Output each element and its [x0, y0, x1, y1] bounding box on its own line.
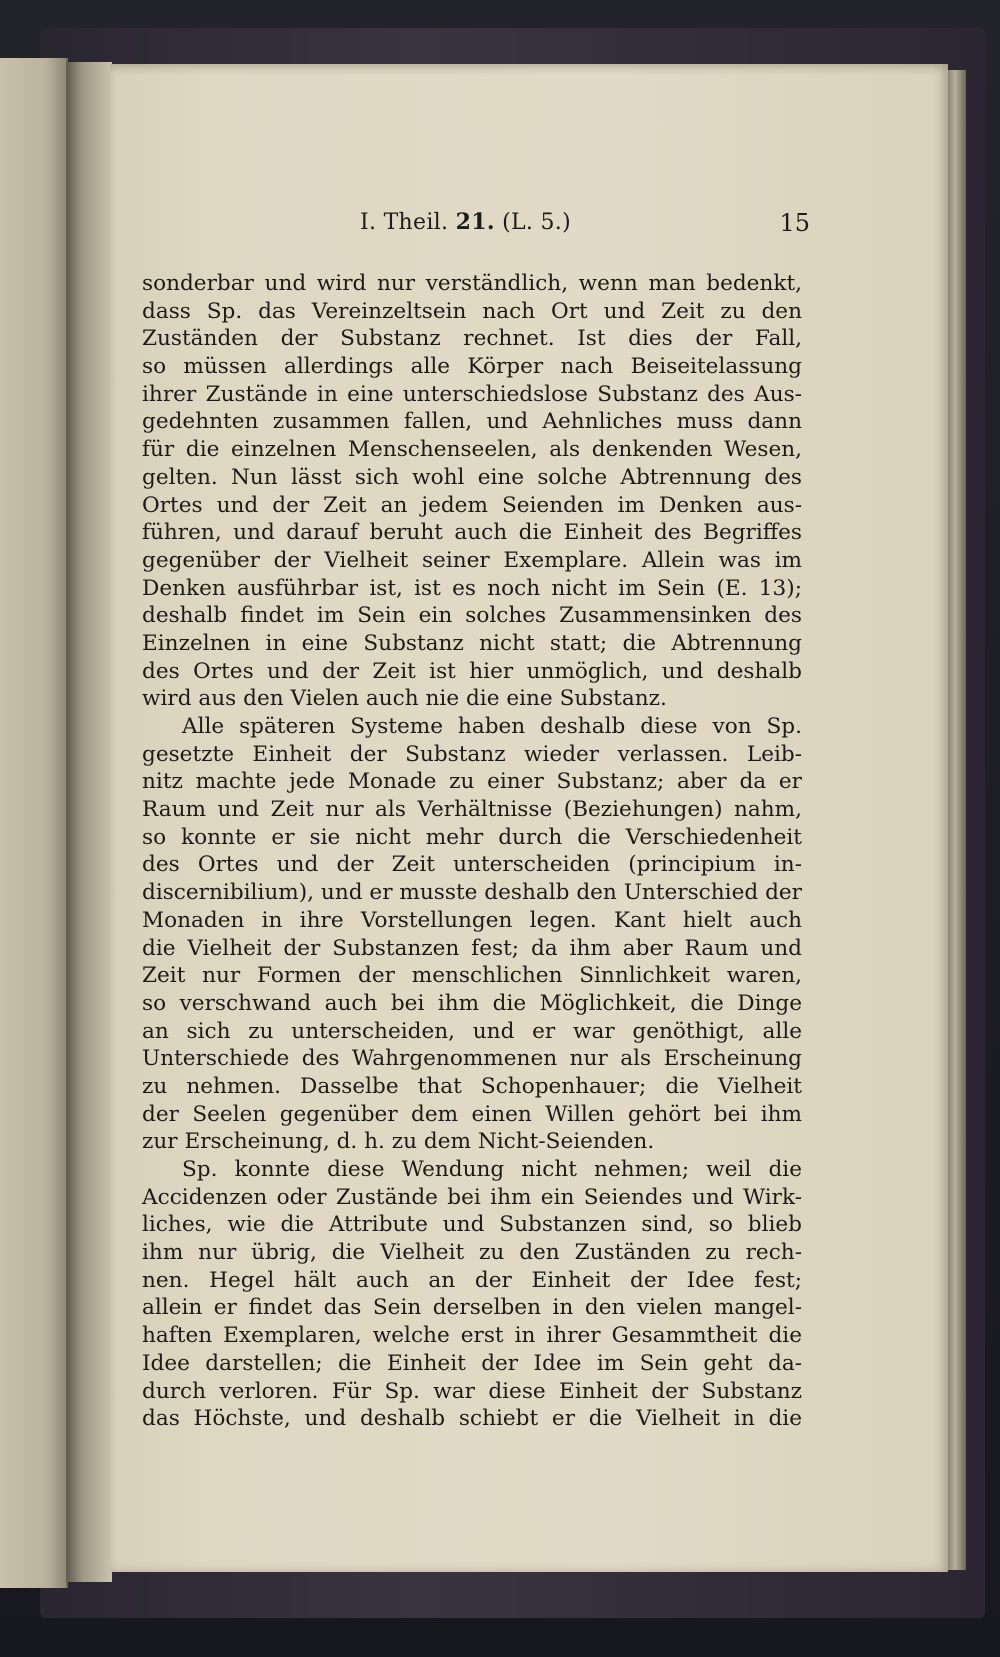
text-line: Zeit nur Formen der menschlichen Sinnlichkeit waren,	[142, 963, 802, 989]
text-line: Alle späteren Systeme haben deshalb diese von Sp.	[182, 714, 802, 739]
text-line: gegenüber der Vielheit seiner Exemplare. Allein was im	[142, 547, 802, 573]
page-number: 15	[779, 209, 810, 237]
text-line: gelten. Nun lässt sich wohl eine solche Abtrennung des	[142, 464, 802, 490]
text-line: gesetzte Einheit der Substanz wieder verlassen. Leib-	[142, 741, 802, 767]
text-line: das Höchste, und deshalb schiebt er die Vielheit in die	[142, 1406, 802, 1432]
page-header	[140, 209, 810, 249]
left-page-edge	[0, 58, 68, 1588]
text-line: discernibilium), und er musste deshalb den Unterschied der	[142, 880, 802, 906]
text-line: Sp. konnte diese Wendung nicht nehmen; weil die	[182, 1157, 802, 1182]
text-line: an sich zu unterscheiden, und er war genöthigt, alle	[142, 1018, 802, 1044]
text-line: allein er findet das Sein derselben in den vielen mangel-	[142, 1295, 802, 1321]
text-line: Accidenzen oder Zustände bei ihm ein Seiendes und Wirk-	[142, 1184, 802, 1210]
text-line: die Vielheit der Substanzen fest; da ihm aber Raum und	[142, 935, 802, 961]
text-line: dass Sp. das Vereinzeltsein nach Ort und Zeit zu den	[142, 298, 802, 324]
text-line: so müssen allerdings alle Körper nach Beiseitelassung	[142, 354, 802, 380]
text-line: durch verloren. Für Sp. war diese Einheit der Substanz	[142, 1378, 802, 1404]
running-head-section-number: 21.	[455, 209, 495, 235]
text-line: Ortes und der Zeit an jedem Seienden im Denken aus-	[142, 492, 802, 518]
text-line: ihrer Zustände in eine unterschiedslose Substanz des Aus-	[142, 381, 802, 407]
text-line: so konnte er sie nicht mehr durch die Verschiedenheit	[142, 824, 802, 850]
body-text	[142, 270, 802, 1433]
running-head	[360, 209, 571, 235]
text-line: so verschwand auch bei ihm die Möglichkeit, die Dinge	[142, 990, 802, 1016]
book-gutter	[66, 62, 112, 1582]
text-line: nitz machte jede Monade zu einer Substanz; aber da er	[142, 769, 802, 795]
text-line: haften Exemplaren, welche erst in ihrer Gesammtheit die	[142, 1323, 802, 1349]
text-line: Einzelnen in eine Substanz nicht statt; die Abtrennung	[142, 630, 802, 656]
text-line: der Seelen gegenüber dem einen Willen gehört bei ihm	[142, 1101, 802, 1127]
text-line: wird aus den Vielen auch nie die eine Substanz.	[142, 686, 667, 712]
text-line: Raum und Zeit nur als Verhältnisse (Beziehungen) nahm,	[142, 797, 802, 823]
text-line: Monaden in ihre Vorstellungen legen. Kant hielt auch	[142, 907, 802, 933]
running-head-reference: (L. 5.)	[502, 210, 571, 235]
text-line: ihm nur übrig, die Vielheit zu den Zuständen zu rech-	[142, 1240, 802, 1266]
text-line: sonderbar und wird nur verständlich, wenn man bedenkt,	[142, 271, 802, 296]
text-line: zur Erscheinung, d. h. zu dem Nicht-Seienden.	[142, 1129, 655, 1155]
text-line: deshalb findet im Sein ein solches Zusammensinken des	[142, 603, 802, 629]
text-line: des Ortes und der Zeit unterscheiden (principium in-	[142, 852, 802, 878]
text-line: führen, und darauf beruht auch die Einheit des Begriffes	[142, 520, 802, 546]
text-line: gedehnten zusammen fallen, und Aehnliches muss dann	[142, 409, 802, 435]
text-line: Zuständen der Substanz rechnet. Ist dies der Fall,	[142, 326, 802, 352]
text-line: nen. Hegel hält auch an der Einheit der Idee fest;	[142, 1267, 802, 1293]
text-line: liches, wie die Attribute und Substanzen sind, so blieb	[142, 1212, 802, 1238]
text-line: Denken ausführbar ist, ist es noch nicht im Sein (E. 13);	[142, 575, 802, 601]
page-stack-edge	[948, 70, 966, 1570]
text-line: Unterschiede des Wahrgenommenen nur als Erscheinung	[142, 1046, 802, 1072]
text-line: des Ortes und der Zeit ist hier unmöglich, und deshalb	[142, 658, 802, 684]
running-head-part: I. Theil.	[360, 210, 449, 235]
text-line: für die einzelnen Menschenseelen, als denkenden Wesen,	[142, 437, 802, 463]
text-line: Idee darstellen; die Einheit der Idee im Sein geht da-	[142, 1350, 802, 1376]
text-line: zu nehmen. Dasselbe that Schopenhauer; die Vielheit	[142, 1073, 802, 1099]
